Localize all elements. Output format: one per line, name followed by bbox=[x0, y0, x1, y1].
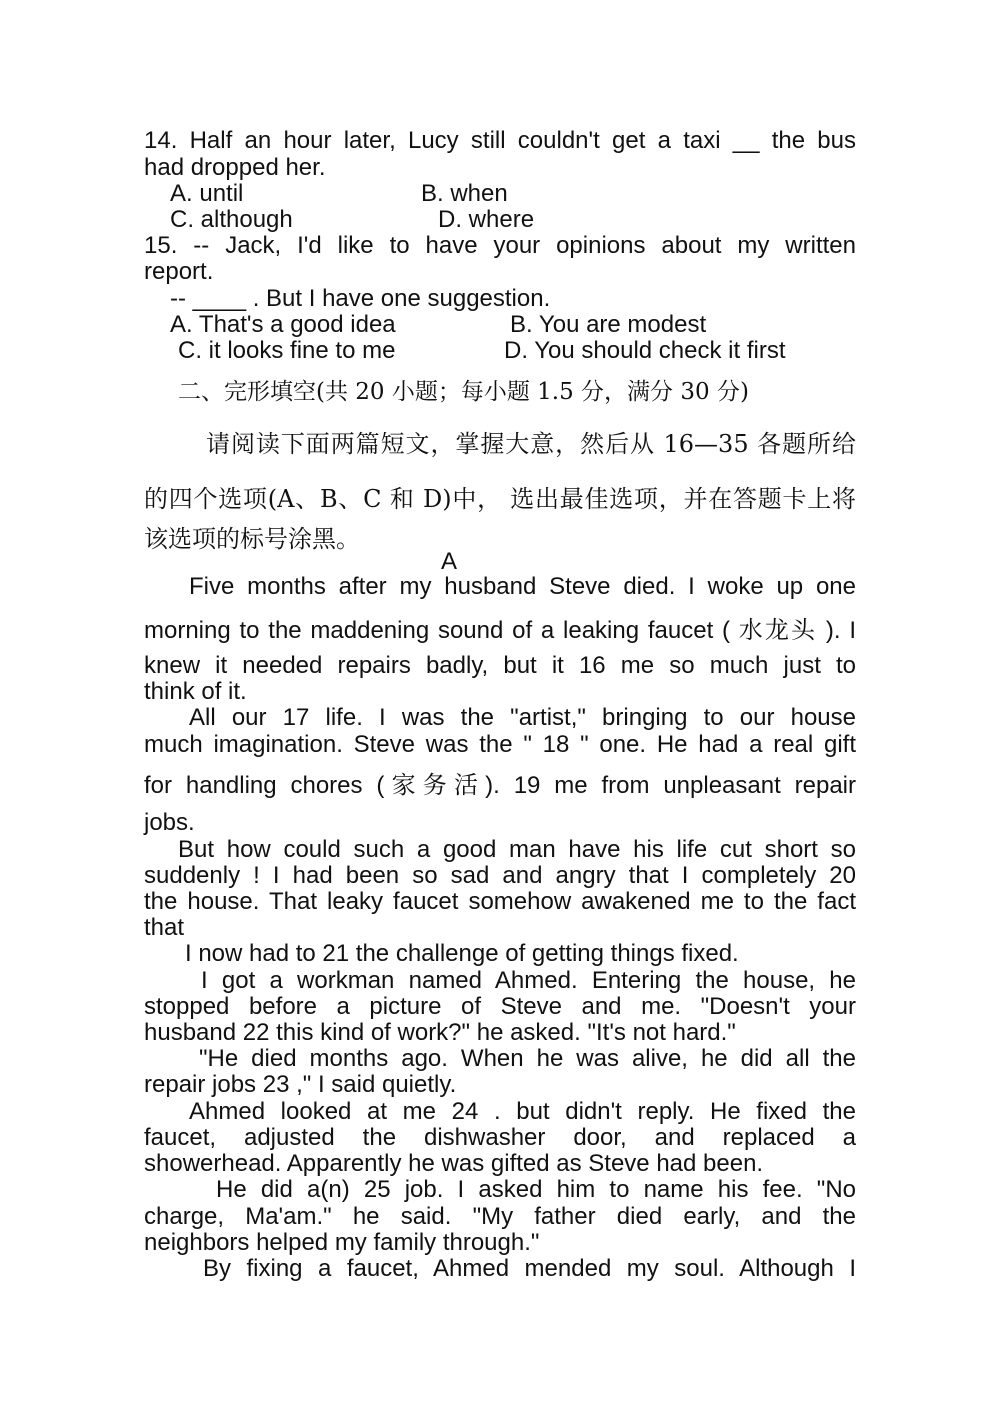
passage-line: showerhead. Apparently he was gifted as Steve had been. bbox=[144, 1150, 764, 1177]
passage-line: charge, Ma'am." he said. "My father died early, and the bbox=[144, 1203, 856, 1230]
passage-line: But how could such a good man have his life cut short so bbox=[178, 836, 856, 863]
section-2-instruction-line-3: 该选项的标号涂黑。 bbox=[144, 525, 360, 553]
passage-line: I got a workman named Ahmed. Entering the house, he bbox=[201, 967, 856, 994]
question-14-option-d: D. where bbox=[438, 206, 535, 233]
section-2-instruction-line-1: 请阅读下面两篇短文，掌握大意，然后从 16—35 各题所给 bbox=[206, 430, 856, 458]
question-14-line-1: 14. Half an hour later, Lucy still couldn't get a taxi __ the bus bbox=[144, 127, 856, 154]
passage-line: that bbox=[144, 914, 185, 941]
question-15-line-3: -- ____ . But I have one suggestion. bbox=[170, 285, 551, 312]
question-14-line-2: had dropped her. bbox=[144, 154, 326, 181]
question-14-option-c: C. although bbox=[170, 206, 293, 233]
section-2-instruction-line-2: 的四个选项(A、B、C 和 D)中， 选出最佳选项，并在答题卡上将 bbox=[144, 485, 856, 513]
passage-line: "He died months ago. When he was alive, he did all the bbox=[199, 1045, 856, 1072]
passage-line: repair jobs 23 ," I said quietly. bbox=[144, 1071, 457, 1098]
passage-line: for handling chores (家务活). 19 me from unpleasant repair bbox=[144, 772, 856, 799]
passage-line: much imagination. Steve was the " 18 " one. He had a real gift bbox=[144, 731, 856, 758]
passage-line: Ahmed looked at me 24 . but didn't reply. He fixed the bbox=[189, 1098, 856, 1125]
passage-line: suddenly ! I had been so sad and angry that I completely 20 bbox=[144, 862, 856, 889]
passage-line: morning to the maddening sound of a leaking faucet ( 水龙头 ). I bbox=[144, 617, 856, 644]
question-15-option-c: C. it looks fine to me bbox=[178, 337, 396, 364]
passage-line: the house. That leaky faucet somehow awakened me to the fact bbox=[144, 888, 856, 915]
passage-line: neighbors helped my family through." bbox=[144, 1229, 540, 1256]
question-15-option-b: B. You are modest bbox=[510, 311, 707, 338]
question-15-option-a: A. That's a good idea bbox=[170, 311, 396, 338]
question-14-option-a: A. until bbox=[170, 180, 244, 207]
passage-line: knew it needed repairs badly, but it 16 me so much just to bbox=[144, 652, 856, 679]
section-2-heading: 二、完形填空(共 20 小题；每小题 1.5 分，满分 30 分) bbox=[178, 379, 749, 405]
passage-line: All our 17 life. I was the "artist," bringing to our house bbox=[189, 704, 856, 731]
passage-a-label: A bbox=[441, 548, 458, 575]
passage-line: By fixing a faucet, Ahmed mended my soul. Although I bbox=[203, 1255, 856, 1282]
question-15-line-1: 15. -- Jack, I'd like to have your opinions about my written bbox=[144, 232, 856, 259]
question-15-line-2: report. bbox=[144, 258, 214, 285]
passage-line: jobs. bbox=[144, 809, 195, 836]
passage-line: think of it. bbox=[144, 678, 247, 705]
passage-line: I now had to 21 the challenge of getting things fixed. bbox=[185, 940, 739, 967]
passage-line: He did a(n) 25 job. I asked him to name his fee. "No bbox=[216, 1176, 856, 1203]
question-14-option-b: B. when bbox=[421, 180, 508, 207]
passage-line: husband 22 this kind of work?" he asked. "It's not hard." bbox=[144, 1019, 736, 1046]
passage-line: stopped before a picture of Steve and me. "Doesn't your bbox=[144, 993, 856, 1020]
passage-line: faucet, adjusted the dishwasher door, and replaced a bbox=[144, 1124, 856, 1151]
passage-line: Five months after my husband Steve died. I woke up one bbox=[189, 573, 856, 600]
question-15-option-d: D. You should check it first bbox=[504, 337, 786, 364]
